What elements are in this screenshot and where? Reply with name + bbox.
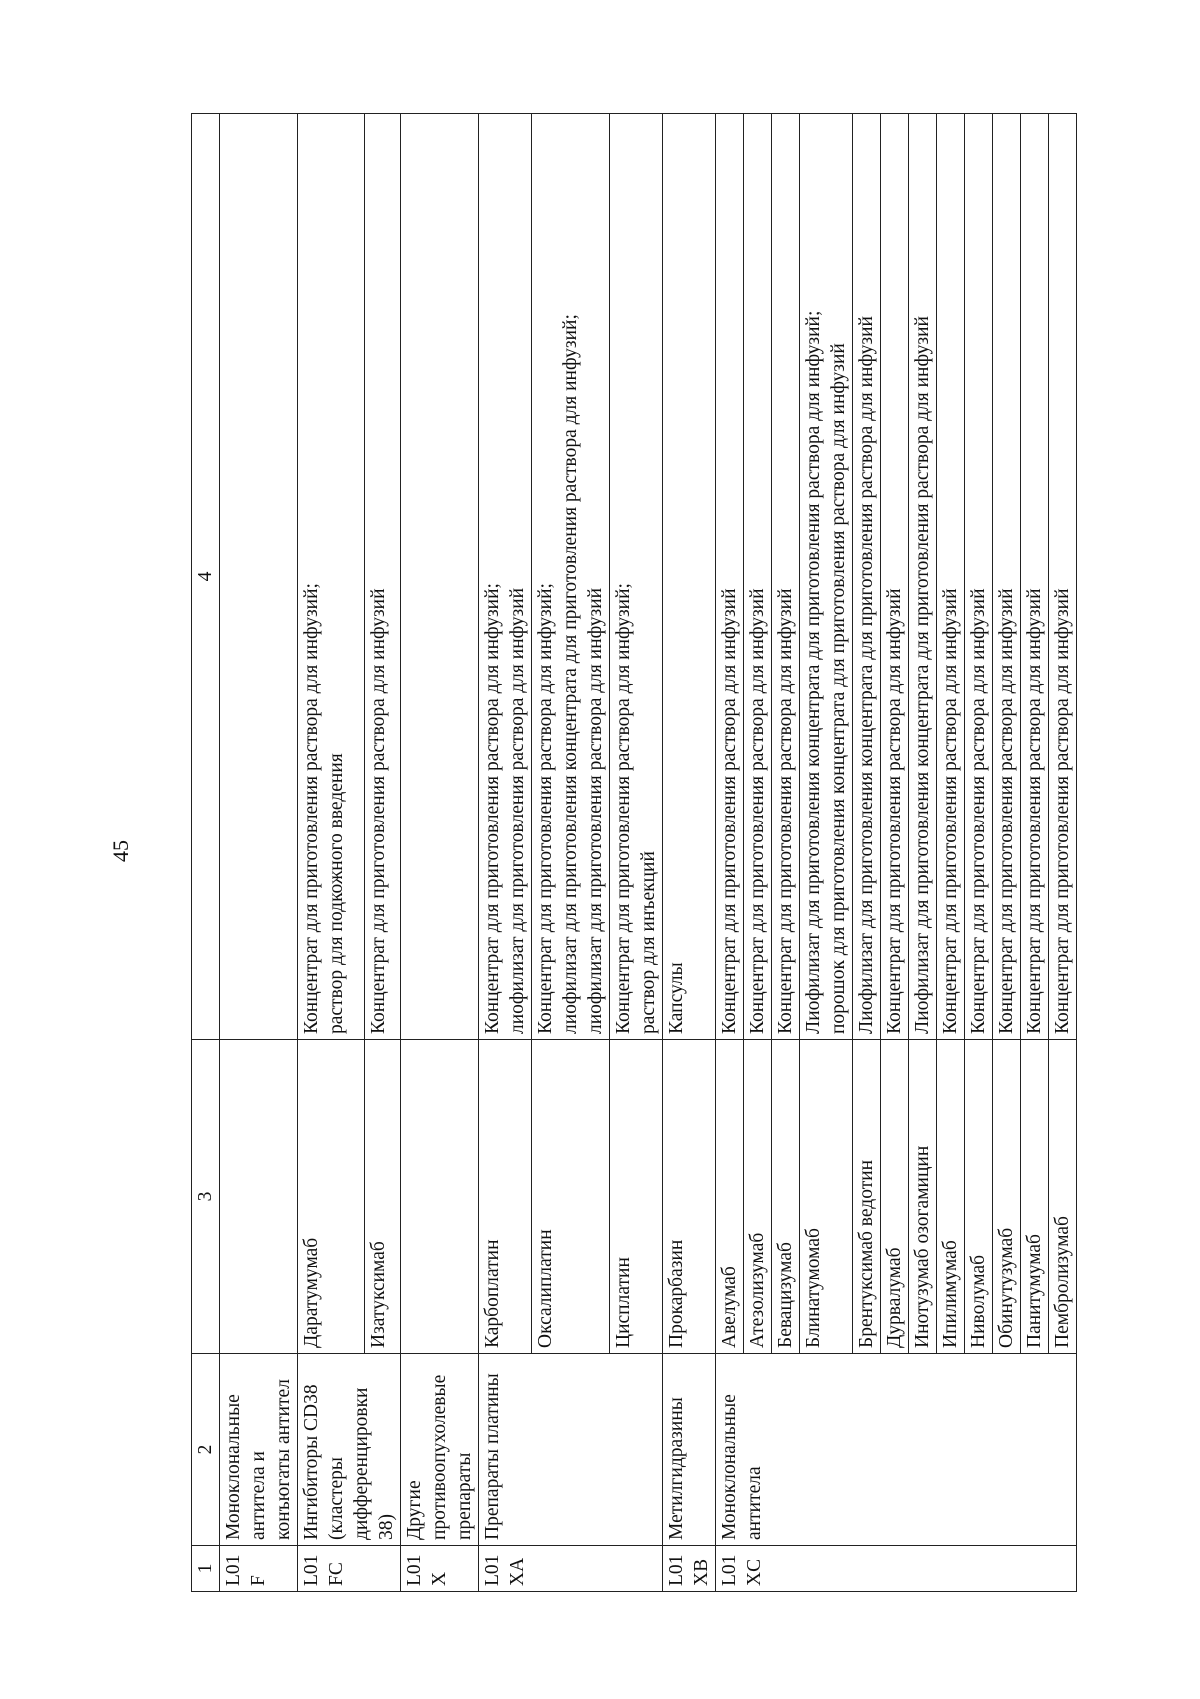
table-row xyxy=(663,114,716,1592)
column-header: 4 xyxy=(192,114,220,1040)
table-row xyxy=(716,114,744,1592)
form-cell: Концентрат для приготовления раствора для инфузий; лиофилизат для приготовления раствора для инфузий xyxy=(479,114,532,1040)
table-header-row xyxy=(192,114,220,1592)
drug-cell: Оксалиплатин xyxy=(532,1040,610,1354)
drug-cell: Бевацизумаб xyxy=(772,1040,800,1354)
atc-code-cell: L01XB xyxy=(663,1546,716,1592)
atc-code-cell: L01X xyxy=(401,1546,479,1592)
drug-cell: Даратумумаб xyxy=(298,1040,365,1354)
form-cell: Концентрат для приготовления раствора для инфузий xyxy=(881,114,909,1040)
form-cell: Концентрат для приготовления раствора для инфузий xyxy=(365,114,401,1040)
drug-cell: Пембролизумаб xyxy=(1049,1040,1077,1354)
drug-table xyxy=(191,113,1077,1592)
column-header: 3 xyxy=(192,1040,220,1354)
drug-cell: Авелумаб xyxy=(716,1040,744,1354)
rotated-table-frame xyxy=(191,114,1097,1592)
group-cell: Ингибиторы CD38 (кластеры дифференцировки 38) xyxy=(298,1354,401,1546)
page-number: 45 xyxy=(108,840,133,862)
form-cell: Лиофилизат для приготовления концентрата для приготовления раствора для инфузий; порошок для приготовления концентрата для приготовления раствора для инфузий xyxy=(800,114,853,1040)
form-cell: Концентрат для приготовления раствора для инфузий xyxy=(993,114,1021,1040)
form-cell: Концентрат для приготовления раствора для инфузий xyxy=(937,114,965,1040)
group-cell: Препараты платины xyxy=(479,1354,663,1546)
group-cell: Моноклональные антитела и конъюгаты антител xyxy=(220,1354,298,1546)
column-header: 1 xyxy=(192,1546,220,1592)
group-cell: Метилгидразины xyxy=(663,1354,716,1546)
group-cell: Другие противоопухолевые препараты xyxy=(401,1354,479,1546)
form-cell: Концентрат для приготовления раствора для инфузий xyxy=(1021,114,1049,1040)
form-cell: Концентрат для приготовления раствора для инфузий xyxy=(1049,114,1077,1040)
atc-code-cell: L01F xyxy=(220,1546,298,1592)
atc-code-cell: L01XA xyxy=(479,1546,663,1592)
atc-code-cell: L01FC xyxy=(298,1546,401,1592)
form-cell: Концентрат для приготовления раствора для инфузий xyxy=(744,114,772,1040)
form-cell: Концентрат для приготовления раствора для инфузий; раствор для подкожного введения xyxy=(298,114,365,1040)
form-cell: Капсулы xyxy=(663,114,716,1040)
form-cell: Концентрат для приготовления раствора для инфузий; раствор для инъекций xyxy=(610,114,663,1040)
table-row xyxy=(401,114,479,1592)
drug-cell xyxy=(401,1040,479,1354)
drug-cell: Изатуксимаб xyxy=(365,1040,401,1354)
drug-cell: Панитумумаб xyxy=(1021,1040,1049,1354)
form-cell: Концентрат для приготовления раствора для инфузий xyxy=(965,114,993,1040)
form-cell: Концентрат для приготовления раствора для инфузий; лиофилизат для приготовления концентрата для приготовления раствора для инфузий; лиофилизат для приготовления раствора для инфузий xyxy=(532,114,610,1040)
column-header: 2 xyxy=(192,1354,220,1546)
drug-cell xyxy=(220,1040,298,1354)
drug-cell: Ипилимумаб xyxy=(937,1040,965,1354)
drug-cell: Блинатумомаб xyxy=(800,1040,853,1354)
form-cell: Концентрат для приготовления раствора для инфузий xyxy=(716,114,744,1040)
form-cell: Лиофилизат для приготовления концентрата для приготовления раствора для инфузий xyxy=(909,114,937,1040)
drug-cell: Прокарбазин xyxy=(663,1040,716,1354)
table-row xyxy=(479,114,532,1592)
form-cell xyxy=(401,114,479,1040)
table-row xyxy=(298,114,365,1592)
drug-cell: Ниволумаб xyxy=(965,1040,993,1354)
drug-cell: Обинутузумаб xyxy=(993,1040,1021,1354)
drug-cell: Карбоплатин xyxy=(479,1040,532,1354)
drug-cell: Брентуксимаб ведотин xyxy=(853,1040,881,1354)
drug-cell: Цисплатин xyxy=(610,1040,663,1354)
atc-code-cell: L01XC xyxy=(716,1546,1077,1592)
drug-cell: Дурвалумаб xyxy=(881,1040,909,1354)
form-cell: Лиофилизат для приготовления концентрата для приготовления раствора для инфузий xyxy=(853,114,881,1040)
drug-cell: Атезолизумаб xyxy=(744,1040,772,1354)
group-cell: Моноклональные антитела xyxy=(716,1354,1077,1546)
form-cell: Концентрат для приготовления раствора для инфузий xyxy=(772,114,800,1040)
table-row xyxy=(220,114,298,1592)
drug-cell: Инотузумаб озогамицин xyxy=(909,1040,937,1354)
form-cell xyxy=(220,114,298,1040)
